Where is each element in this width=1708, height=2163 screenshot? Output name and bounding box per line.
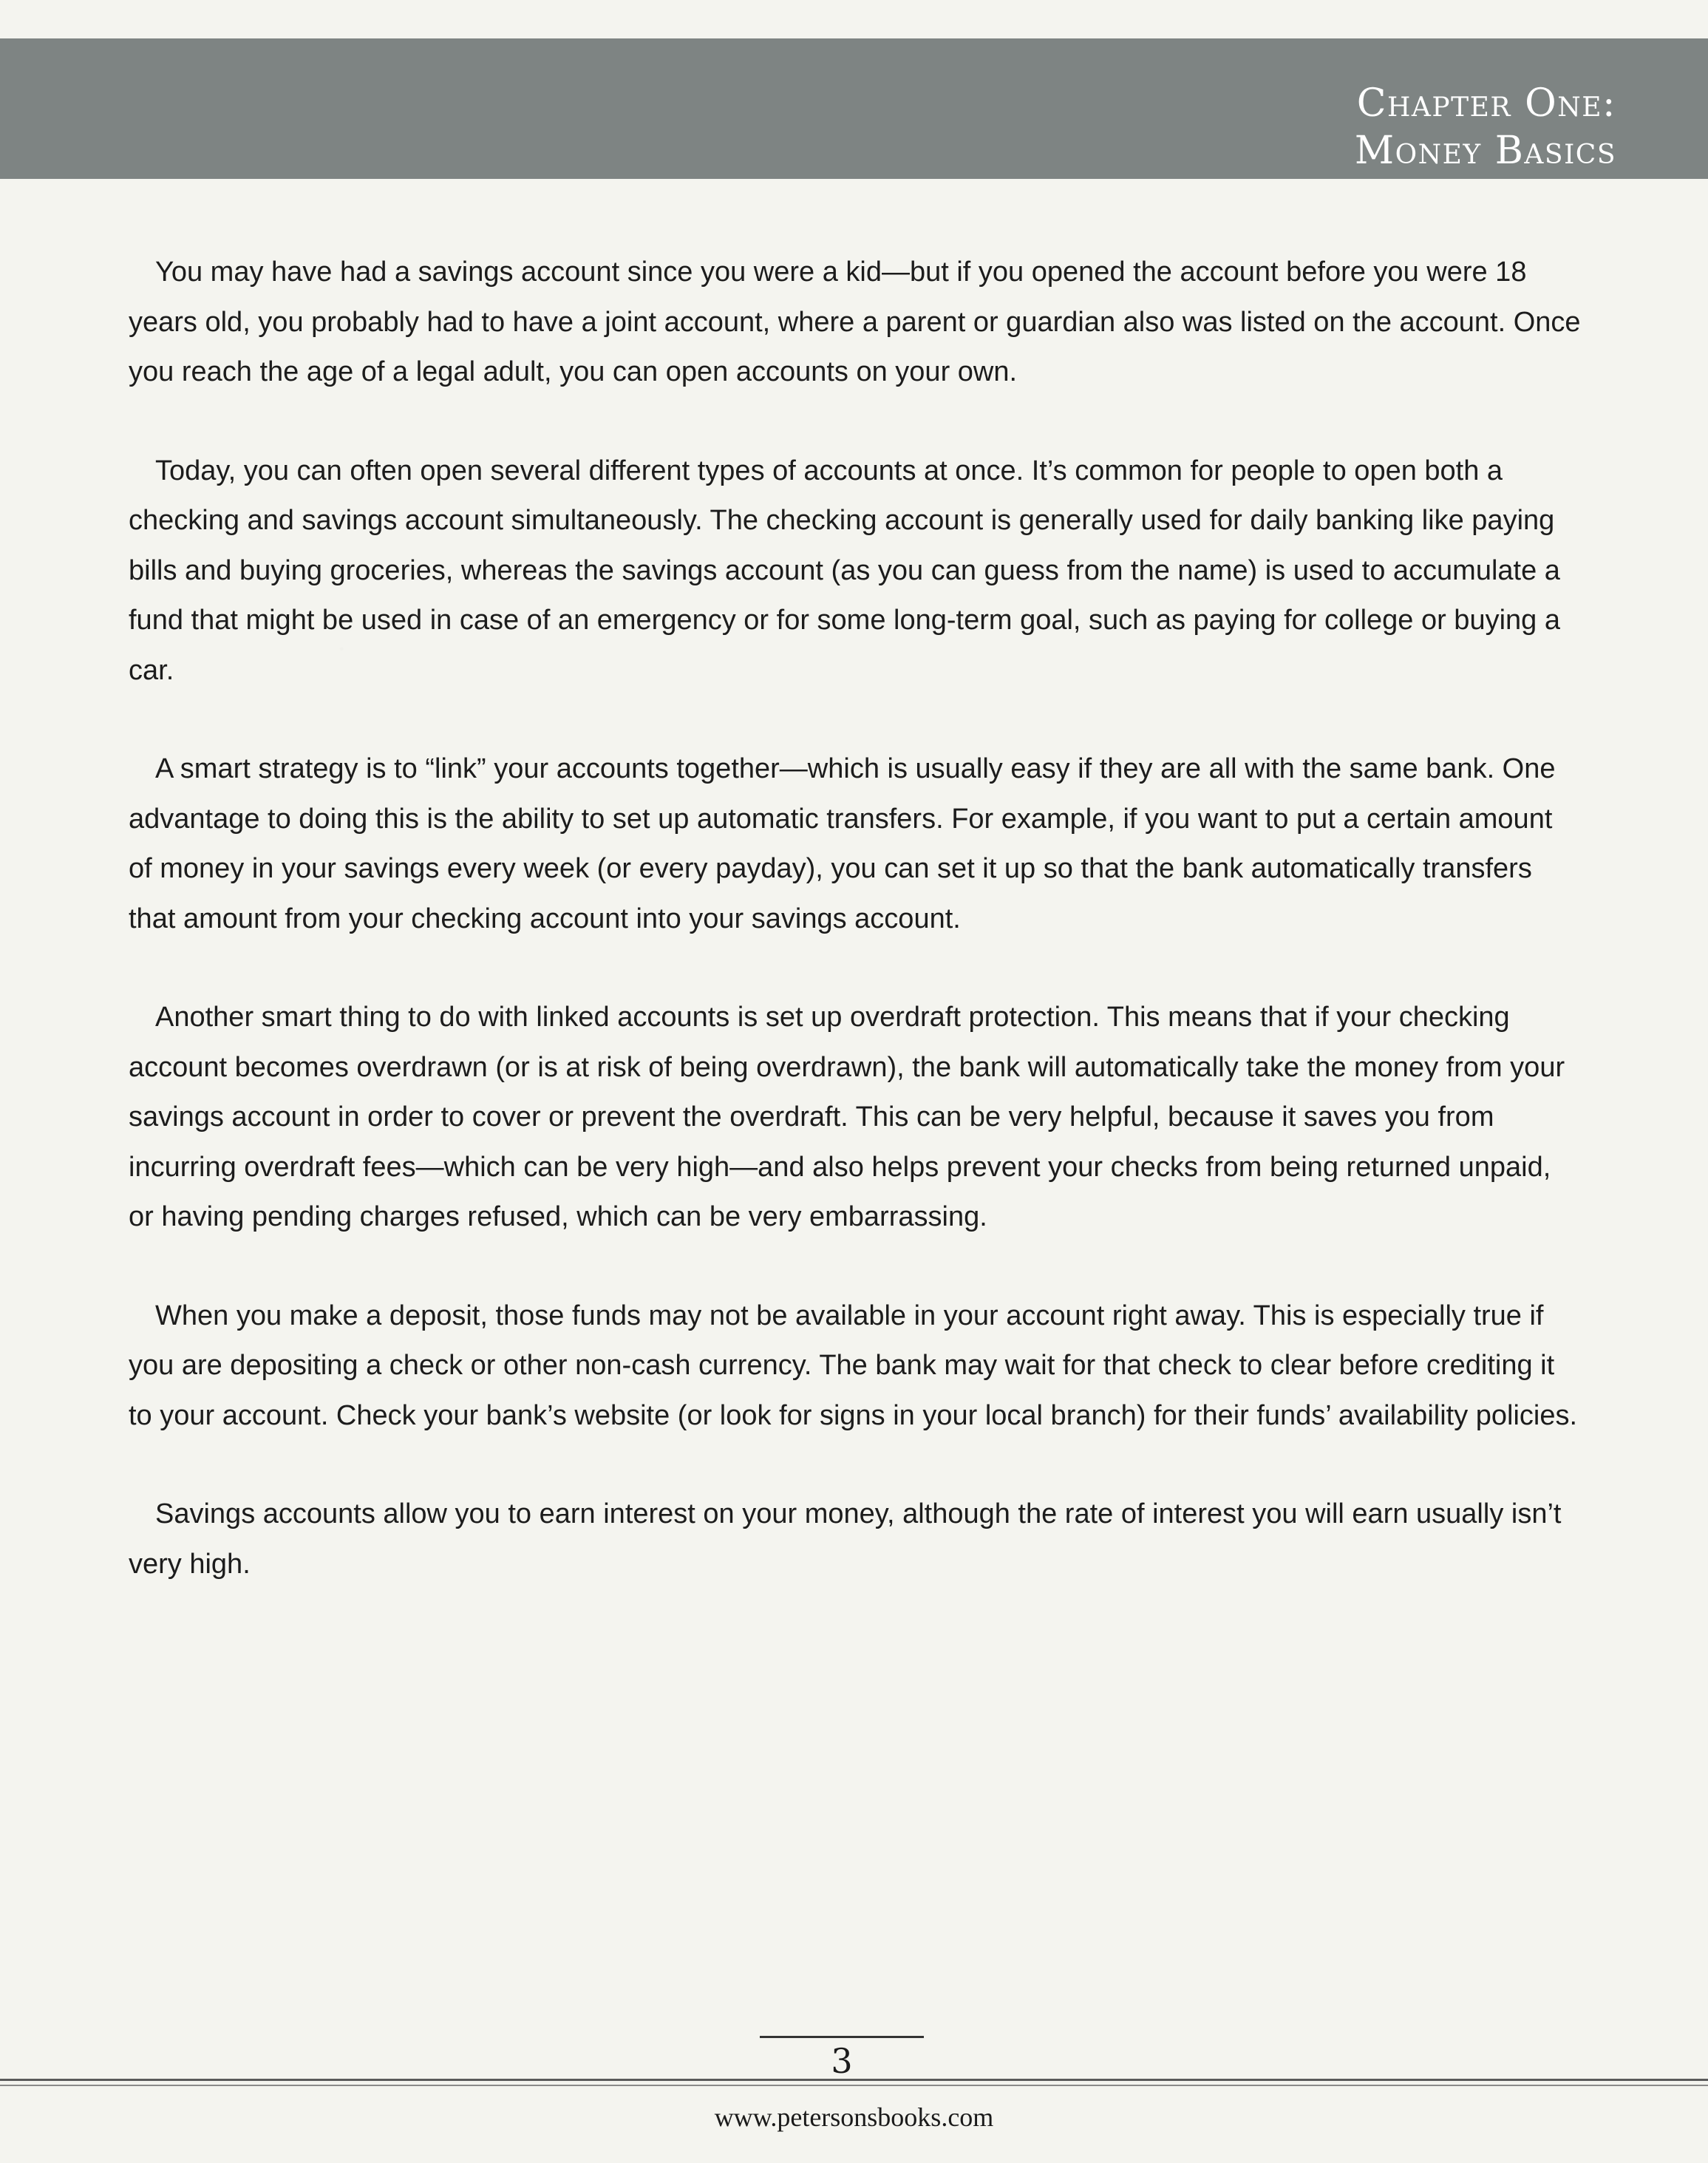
paragraph-account-types: Today, you can often open several different types of accounts at once. It’s common for people to open both a checking and savings account simultaneously. The checking account is generally used for daily banking like paying bills and buying groceries, whereas the savings account (as you can guess from the name) is used to accumulate a fund that might be used in case of an emergency or for some long-term goal, such as paying for college or buying a car.	[129, 455, 1560, 686]
paragraph-overdraft-protection: Another smart thing to do with linked accounts is set up overdraft protection. This means that if your checking account becomes overdrawn (or is at risk of being overdrawn), the bank will automatically take the money from your savings account in order to cover or prevent the overdraft. This can be very helpful, because it saves you from incurring overdraft fees—which can be very high—and also helps prevent your checks from being returned unpaid, or having pending charges refused, which can be very embarrassing.	[129, 1002, 1565, 1232]
footer-rule	[0, 2079, 1708, 2086]
body-text	[129, 248, 1581, 1589]
paragraph-savings-history: You may have had a savings account since you were a kid—but if you opened the account before you were 18 years old, you probably had to have a joint account, where a parent or guardian also was listed on the account. Once you reach the age of a legal adult, you can open accounts on your own.	[129, 257, 1581, 387]
chapter-title-line-1: Chapter One:	[1356, 81, 1616, 126]
chapter-title-line-2: Money Basics	[1354, 129, 1616, 173]
footer-url: www.petersonsbooks.com	[714, 2102, 994, 2132]
paragraph-deposit-availability: When you make a deposit, those funds may not be available in your account right away. This is especially true if you are depositing a check or other non-cash currency. The bank may wait for that check to clear before crediting it to your account. Check your bank’s website (or look for signs in your local branch) for their funds’ availability policies.	[129, 1300, 1578, 1431]
page-number-rule	[760, 2036, 924, 2038]
chapter-title	[1355, 80, 1616, 174]
paragraph-link-accounts: A smart strategy is to “link” your accounts together—which is usually easy if they are all with the same bank. One advantage to doing this is the ability to set up automatic transfers. For example, if you want to put a certain amount of money in your savings every week (or every payday), you can set it up so that the bank automatically transfers that amount from your checking account into your savings account.	[129, 753, 1556, 934]
page-number: 3	[831, 2041, 853, 2081]
paragraph-interest: Savings accounts allow you to earn interest on your money, although the rate of interest you will earn usually isn’t very high.	[129, 1498, 1562, 1580]
